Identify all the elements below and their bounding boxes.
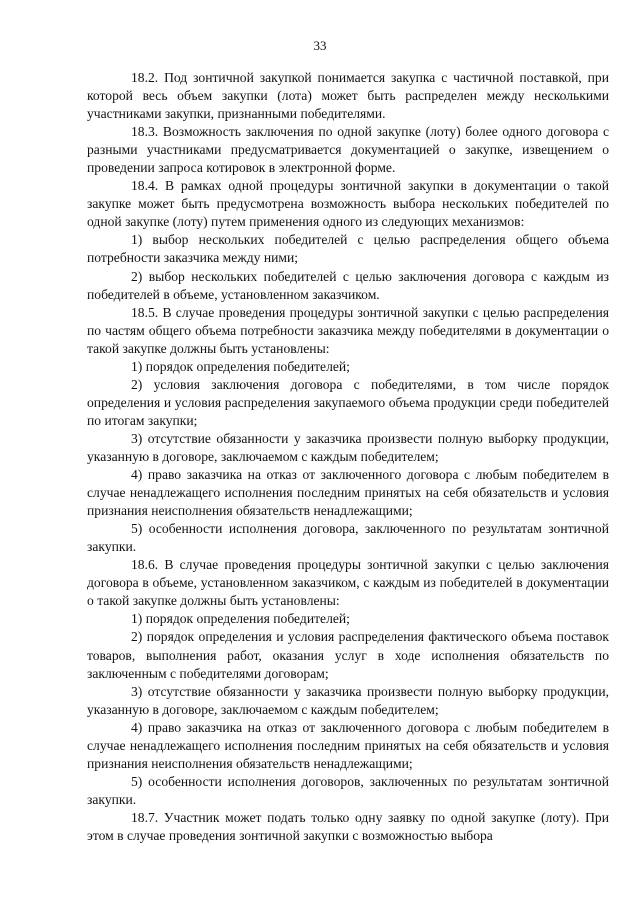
list-item-18-4-2: 2) выбор нескольких победителей с целью заключения договора с каждым из победителей в объеме, установленном заказчиком. [87,268,609,302]
page-number: 33 [313,38,327,53]
paragraph-18-3: 18.3. Возможность заключения по одной закупке (лоту) более одного договора с разными участниками предусматривается документацией о закупке, извещением о проведении запроса котировок в электронной форме. [87,124,609,176]
list-item-18-5-4: 4) право заказчика на отказ от заключенного договора с любым победителем в случае ненадлежащего исполнения последним принятых на себя обязательств и условия признания неисполнения обязательств ненадлежащими; [87,467,609,519]
list-item-18-6-4: 4) право заказчика на отказ от заключенного договора с любым победителем в случае ненадлежащего исполнения последним принятых на себя обязательств и условия признания неисполнения обязательств ненадлежащими; [87,719,609,771]
paragraph-18-7: 18.7. Участник может подать только одну заявку по одной закупке (лоту). При этом в случае проведения зонтичной закупки с возможностью выбора [87,809,609,843]
list-item-18-5-2: 2) условия заключения договора с победителями, в том числе порядок определения и условия распределения закупаемого объема продукции среди победителей по итогам закупки; [87,376,609,428]
document-body [87,69,609,845]
list-item-18-6-2: 2) порядок определения и условия распределения фактического объема поставок товаров, выполнения работ, оказания услуг в ходе исполнения обязательств по заключенным с победителями договорам; [87,629,609,681]
list-item-18-5-1: 1) порядок определения победителей; [131,358,350,374]
paragraph-18-5: 18.5. В случае проведения процедуры зонтичной закупки с целью распределения по частям общего объема потребности заказчика между победителями в документации о такой закупке должны быть установлены: [87,304,609,356]
paragraph-18-4: 18.4. В рамках одной процедуры зонтичной закупки в документации о такой закупке может быть предусмотрена возможность выбора нескольких победителей по одной закупке (лоту) путем применения одного из следующих механизмов: [87,178,609,230]
paragraph-18-2: 18.2. Под зонтичной закупкой понимается закупка с частичной поставкой, при которой весь объем закупки (лота) может быть распределен между несколькими участниками закупки, признанными победителями. [87,70,609,122]
list-item-18-4-1: 1) выбор нескольких победителей с целью распределения общего объема потребности заказчика между ними; [87,232,609,266]
list-item-18-6-3: 3) отсутствие обязанности у заказчика произвести полную выборку продукции, указанную в договоре, заключаемом с каждым победителем; [87,683,609,717]
list-item-18-6-5: 5) особенности исполнения договоров, заключенных по результатам зонтичной закупки. [87,773,609,807]
paragraph-18-6: 18.6. В случае проведения процедуры зонтичной закупки с целью заключения договора в объеме, установленном заказчиком, с каждым из победителей в документации о такой закупке должны быть установлены: [87,557,609,609]
list-item-18-6-1: 1) порядок определения победителей; [131,611,350,627]
list-item-18-5-3: 3) отсутствие обязанности у заказчика произвести полную выборку продукции, указанную в договоре, заключаемом с каждым победителем; [87,430,609,464]
list-item-18-5-5: 5) особенности исполнения договора, заключенного по результатам зонтичной закупки. [87,521,609,555]
